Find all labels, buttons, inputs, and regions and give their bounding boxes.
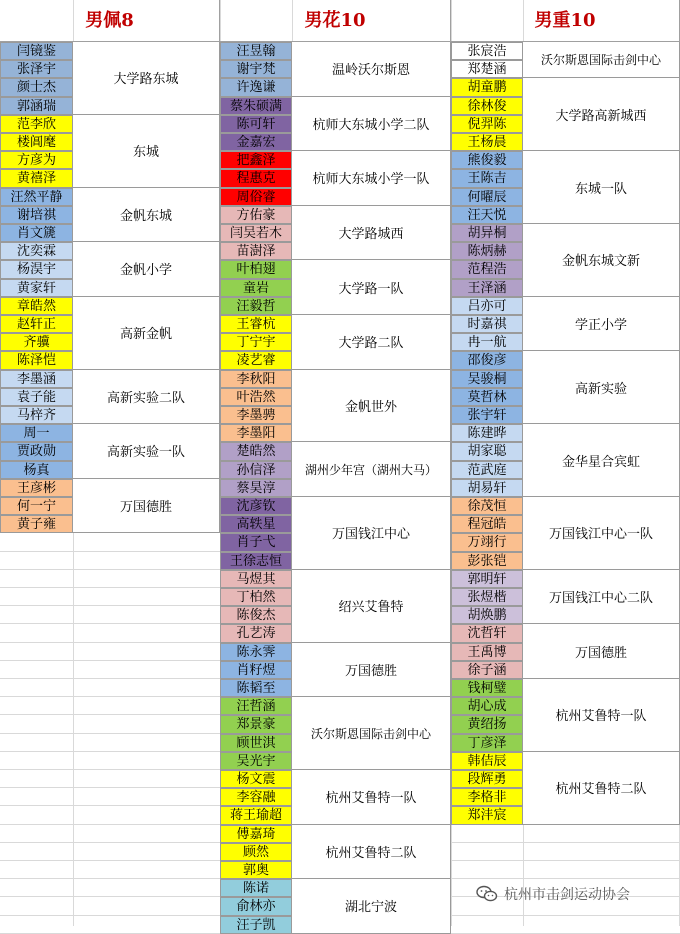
fencer-name-cell[interactable]: 丁彦泽 bbox=[451, 734, 523, 752]
club-name-cell[interactable]: 大学路城西 bbox=[292, 206, 451, 261]
fencer-name-cell[interactable]: 汪哲涵 bbox=[220, 697, 292, 715]
fencer-name-cell[interactable]: 汪子凯 bbox=[220, 916, 292, 934]
fencer-name-cell[interactable]: 闫镜鉴 bbox=[0, 42, 73, 60]
club-name-cell[interactable]: 杭师大东城小学一队 bbox=[292, 151, 451, 206]
fencer-name-cell[interactable]: 蔡朱硕满 bbox=[220, 97, 292, 115]
wechat-icon bbox=[476, 885, 498, 903]
club-name-cell[interactable]: 东城 bbox=[73, 115, 220, 188]
fencer-name-cell[interactable]: 范程浩 bbox=[451, 260, 523, 278]
club-name-cell[interactable]: 万国钱江中心二队 bbox=[523, 570, 680, 625]
fencer-name-cell[interactable]: 孔艺涛 bbox=[220, 624, 292, 642]
fencer-name-cell[interactable]: 徐子涵 bbox=[451, 661, 523, 679]
fencer-name-cell[interactable]: 汪天悦 bbox=[451, 206, 523, 224]
club-name-cell[interactable]: 万国德胜 bbox=[73, 479, 220, 534]
fencer-name-cell[interactable]: 杨文震 bbox=[220, 770, 292, 788]
fencer-name-cell[interactable]: 沈哲轩 bbox=[451, 624, 523, 642]
club-name-cell[interactable]: 沃尔斯恩国际击剑中心 bbox=[523, 42, 680, 78]
fencer-name-cell[interactable]: 吴骏桐 bbox=[451, 370, 523, 388]
club-name-cell[interactable]: 高新实验一队 bbox=[73, 424, 220, 479]
fencer-name-cell[interactable]: 范李欣 bbox=[0, 115, 73, 133]
fencer-name-cell[interactable]: 倪羿陈 bbox=[451, 115, 523, 133]
fencer-name-cell[interactable]: 闫吴若木 bbox=[220, 224, 292, 242]
fencer-name-cell[interactable]: 万翊行 bbox=[451, 533, 523, 551]
column-header: 男重10 bbox=[451, 0, 680, 42]
club-name-cell[interactable]: 金帆东城 bbox=[73, 188, 220, 243]
fencer-name-cell[interactable]: 李容融 bbox=[220, 788, 292, 806]
fencer-name-cell[interactable]: 莫哲林 bbox=[451, 388, 523, 406]
fencer-name-cell[interactable]: 范武庭 bbox=[451, 461, 523, 479]
fencer-name-cell[interactable]: 章皓然 bbox=[0, 297, 73, 315]
fencer-name-cell[interactable]: 王禹博 bbox=[451, 643, 523, 661]
fencer-name-cell[interactable]: 李秋阳 bbox=[220, 370, 292, 388]
fencer-name-cell[interactable]: 胡易轩 bbox=[451, 479, 523, 497]
fencer-name-cell[interactable]: 肖子弋 bbox=[220, 533, 292, 551]
fencer-name-cell[interactable]: 张泽宇 bbox=[0, 60, 73, 78]
fencer-name-cell[interactable]: 钱柯璧 bbox=[451, 679, 523, 697]
fencer-name-cell[interactable]: 李墨骋 bbox=[220, 406, 292, 424]
club-name-cell[interactable]: 金帆小学 bbox=[73, 242, 220, 297]
fencer-name-cell[interactable]: 肖籽煜 bbox=[220, 661, 292, 679]
fencer-name-cell[interactable]: 蒋王瑜超 bbox=[220, 806, 292, 824]
fencer-name-cell[interactable]: 蔡昊淳 bbox=[220, 479, 292, 497]
fencer-name-cell[interactable]: 陈诺 bbox=[220, 879, 292, 897]
fencer-name-cell[interactable]: 黄子雍 bbox=[0, 515, 73, 533]
fencer-name-cell[interactable]: 胡异桐 bbox=[451, 224, 523, 242]
fencer-name-cell[interactable]: 黄禧泽 bbox=[0, 169, 73, 187]
fencer-name-cell[interactable]: 马煜其 bbox=[220, 570, 292, 588]
fencer-name-cell[interactable]: 丁柏然 bbox=[220, 588, 292, 606]
fencer-name-cell[interactable]: 贾政勋 bbox=[0, 442, 73, 460]
club-name-cell[interactable]: 杭州艾鲁特二队 bbox=[523, 752, 680, 825]
fencer-name-cell[interactable]: 王陈吉 bbox=[451, 169, 523, 187]
fencer-name-cell[interactable]: 王泽涵 bbox=[451, 279, 523, 297]
club-name-cell[interactable]: 湖州少年宫（湖州大马） bbox=[292, 442, 451, 497]
fencer-name-cell[interactable]: 陈永霁 bbox=[220, 643, 292, 661]
fencer-name-cell[interactable]: 谢培祺 bbox=[0, 206, 73, 224]
fencer-name-cell[interactable]: 李墨阳 bbox=[220, 424, 292, 442]
fencer-name-cell[interactable]: 谢宇梵 bbox=[220, 60, 292, 78]
club-name-cell[interactable]: 万国钱江中心一队 bbox=[523, 497, 680, 570]
fencer-name-cell[interactable]: 段辉勇 bbox=[451, 770, 523, 788]
club-name-cell[interactable]: 大学路高新城西 bbox=[523, 78, 680, 151]
fencer-name-cell[interactable]: 陈俊杰 bbox=[220, 606, 292, 624]
club-name-cell[interactable]: 大学路一队 bbox=[292, 260, 451, 315]
fencer-name-cell[interactable]: 黄家轩 bbox=[0, 279, 73, 297]
club-name-cell[interactable]: 杭州艾鲁特二队 bbox=[292, 825, 451, 880]
watermark-text: 杭州市击剑运动协会 bbox=[504, 887, 630, 903]
fencer-name-cell[interactable]: 方佑豪 bbox=[220, 206, 292, 224]
fencer-name-cell[interactable]: 汪毅哲 bbox=[220, 297, 292, 315]
fencer-name-cell[interactable]: 高轶星 bbox=[220, 515, 292, 533]
club-name-cell[interactable]: 温岭沃尔斯恩 bbox=[292, 42, 451, 97]
fencer-name-cell[interactable]: 熊俊毅 bbox=[451, 151, 523, 169]
fencer-name-cell[interactable]: 陈泽恺 bbox=[0, 351, 73, 369]
club-name-cell[interactable]: 高新金帆 bbox=[73, 297, 220, 370]
fencer-name-cell[interactable]: 沈奕霖 bbox=[0, 242, 73, 260]
fencer-name-cell[interactable]: 叶浩然 bbox=[220, 388, 292, 406]
fencer-name-cell[interactable]: 胡童鹏 bbox=[451, 78, 523, 96]
fencer-name-cell[interactable]: 叶柏翅 bbox=[220, 260, 292, 278]
fencer-name-cell[interactable]: 郑景豪 bbox=[220, 715, 292, 733]
club-name-cell[interactable]: 杭州艾鲁特一队 bbox=[523, 679, 680, 752]
fencer-name-cell[interactable]: 何曜辰 bbox=[451, 188, 523, 206]
club-name-cell[interactable]: 大学路东城 bbox=[73, 42, 220, 115]
fencer-name-cell[interactable]: 凌艺睿 bbox=[220, 351, 292, 369]
club-name-cell[interactable]: 万国钱江中心 bbox=[292, 497, 451, 570]
fencer-name-cell[interactable]: 杨真 bbox=[0, 461, 73, 479]
fencer-name-cell[interactable]: 肖文篪 bbox=[0, 224, 73, 242]
fencer-name-cell[interactable]: 许逸谦 bbox=[220, 78, 292, 96]
fencer-name-cell[interactable]: 丁宁宇 bbox=[220, 333, 292, 351]
fencer-name-cell[interactable]: 齐骥 bbox=[0, 333, 73, 351]
club-name-cell[interactable]: 金帆世外 bbox=[292, 370, 451, 443]
fencer-name-cell[interactable]: 冉一航 bbox=[451, 333, 523, 351]
club-name-cell[interactable]: 学正小学 bbox=[523, 297, 680, 352]
fencer-name-cell[interactable]: 童岩 bbox=[220, 279, 292, 297]
fencer-name-cell[interactable]: 王睿杭 bbox=[220, 315, 292, 333]
fencer-name-cell[interactable]: 颜士杰 bbox=[0, 78, 73, 96]
fencer-name-cell[interactable]: 汪昱翰 bbox=[220, 42, 292, 60]
fencer-name-cell[interactable]: 傅嘉琦 bbox=[220, 825, 292, 843]
fencer-name-cell[interactable]: 程冠皓 bbox=[451, 515, 523, 533]
club-name-cell[interactable]: 金帆东城文新 bbox=[523, 224, 680, 297]
fencer-name-cell[interactable]: 何一宁 bbox=[0, 497, 73, 515]
fencer-name-cell[interactable]: 金嘉宏 bbox=[220, 133, 292, 151]
fencer-name-cell[interactable]: 邵俊彦 bbox=[451, 351, 523, 369]
fencer-name-cell[interactable]: 杨淏宇 bbox=[0, 260, 73, 278]
fencer-name-cell[interactable]: 王杨晨 bbox=[451, 133, 523, 151]
fencer-name-cell[interactable]: 顾世淇 bbox=[220, 734, 292, 752]
fencer-name-cell[interactable]: 程惠克 bbox=[220, 169, 292, 187]
club-name-cell[interactable]: 万国德胜 bbox=[292, 643, 451, 698]
fencer-name-cell[interactable]: 韩佶辰 bbox=[451, 752, 523, 770]
fencer-name-cell[interactable]: 沈彦钦 bbox=[220, 497, 292, 515]
fencer-name-cell[interactable]: 胡家聪 bbox=[451, 442, 523, 460]
fencer-name-cell[interactable]: 王徐志恒 bbox=[220, 552, 292, 570]
club-name-cell[interactable]: 万国德胜 bbox=[523, 624, 680, 679]
club-name-cell[interactable]: 高新实验 bbox=[523, 351, 680, 424]
club-name-cell[interactable]: 湖北宁波 bbox=[292, 879, 451, 934]
fencer-name-cell[interactable]: 吕亦可 bbox=[451, 297, 523, 315]
club-name-cell[interactable]: 绍兴艾鲁特 bbox=[292, 570, 451, 643]
fencer-name-cell[interactable]: 周一 bbox=[0, 424, 73, 442]
fencer-name-cell[interactable]: 楼阊麾 bbox=[0, 133, 73, 151]
fencer-name-cell[interactable]: 时嘉祺 bbox=[451, 315, 523, 333]
fencer-name-cell[interactable]: 李墨涵 bbox=[0, 370, 73, 388]
fencer-name-cell[interactable]: 张宇轩 bbox=[451, 406, 523, 424]
club-name-cell[interactable]: 高新实验二队 bbox=[73, 370, 220, 425]
fencer-name-cell[interactable]: 郭涵瑞 bbox=[0, 97, 73, 115]
fencer-name-cell[interactable]: 赵轩正 bbox=[0, 315, 73, 333]
fencer-name-cell[interactable]: 黄绍扬 bbox=[451, 715, 523, 733]
fencer-name-cell[interactable]: 陈建晔 bbox=[451, 424, 523, 442]
column-header: 男花10 bbox=[220, 0, 451, 42]
club-name-cell[interactable]: 杭师大东城小学二队 bbox=[292, 97, 451, 152]
fencer-name-cell[interactable]: 汪然平静 bbox=[0, 188, 73, 206]
fencer-name-cell[interactable]: 俞林亦 bbox=[220, 897, 292, 915]
fencer-name-cell[interactable]: 徐茂恒 bbox=[451, 497, 523, 515]
fencer-name-cell[interactable]: 郭奥 bbox=[220, 861, 292, 879]
fencer-name-cell[interactable]: 顾然 bbox=[220, 843, 292, 861]
fencer-name-cell[interactable]: 张宸浩 bbox=[451, 42, 523, 60]
fencer-name-cell[interactable]: 王彦彬 bbox=[0, 479, 73, 497]
watermark bbox=[476, 884, 630, 904]
fencer-name-cell[interactable]: 陈可轩 bbox=[220, 115, 292, 133]
fencer-name-cell[interactable]: 陈炳赫 bbox=[451, 242, 523, 260]
fencer-name-cell[interactable]: 楚皓然 bbox=[220, 442, 292, 460]
fencer-name-cell[interactable]: 把鑫泽 bbox=[220, 151, 292, 169]
fencer-name-cell[interactable]: 陈韬至 bbox=[220, 679, 292, 697]
fencer-name-cell[interactable]: 张煜楷 bbox=[451, 588, 523, 606]
fencer-name-cell[interactable]: 李格非 bbox=[451, 788, 523, 806]
column-header: 男佩8 bbox=[0, 0, 220, 42]
club-name-cell[interactable]: 金华星合宾虹 bbox=[523, 424, 680, 497]
club-name-cell[interactable]: 大学路二队 bbox=[292, 315, 451, 370]
fencer-name-cell[interactable]: 苗澍泽 bbox=[220, 242, 292, 260]
fencer-name-cell[interactable]: 周俗睿 bbox=[220, 188, 292, 206]
fencer-name-cell[interactable]: 郑楚涵 bbox=[451, 60, 523, 78]
club-name-cell[interactable]: 东城一队 bbox=[523, 151, 680, 224]
fencer-name-cell[interactable]: 马梓齐 bbox=[0, 406, 73, 424]
fencer-name-cell[interactable]: 徐林俊 bbox=[451, 97, 523, 115]
fencer-name-cell[interactable]: 方彦为 bbox=[0, 151, 73, 169]
club-name-cell[interactable]: 沃尔斯恩国际击剑中心 bbox=[292, 697, 451, 770]
fencer-name-cell[interactable]: 孙信泽 bbox=[220, 461, 292, 479]
fencer-name-cell[interactable]: 郑沣宸 bbox=[451, 806, 523, 824]
fencer-name-cell[interactable]: 吴光宇 bbox=[220, 752, 292, 770]
fencer-name-cell[interactable]: 袁子能 bbox=[0, 388, 73, 406]
fencer-name-cell[interactable]: 郭明轩 bbox=[451, 570, 523, 588]
fencer-name-cell[interactable]: 胡焕鹏 bbox=[451, 606, 523, 624]
fencer-name-cell[interactable]: 胡心成 bbox=[451, 697, 523, 715]
fencer-name-cell[interactable]: 彭张铠 bbox=[451, 552, 523, 570]
club-name-cell[interactable]: 杭州艾鲁特一队 bbox=[292, 770, 451, 825]
